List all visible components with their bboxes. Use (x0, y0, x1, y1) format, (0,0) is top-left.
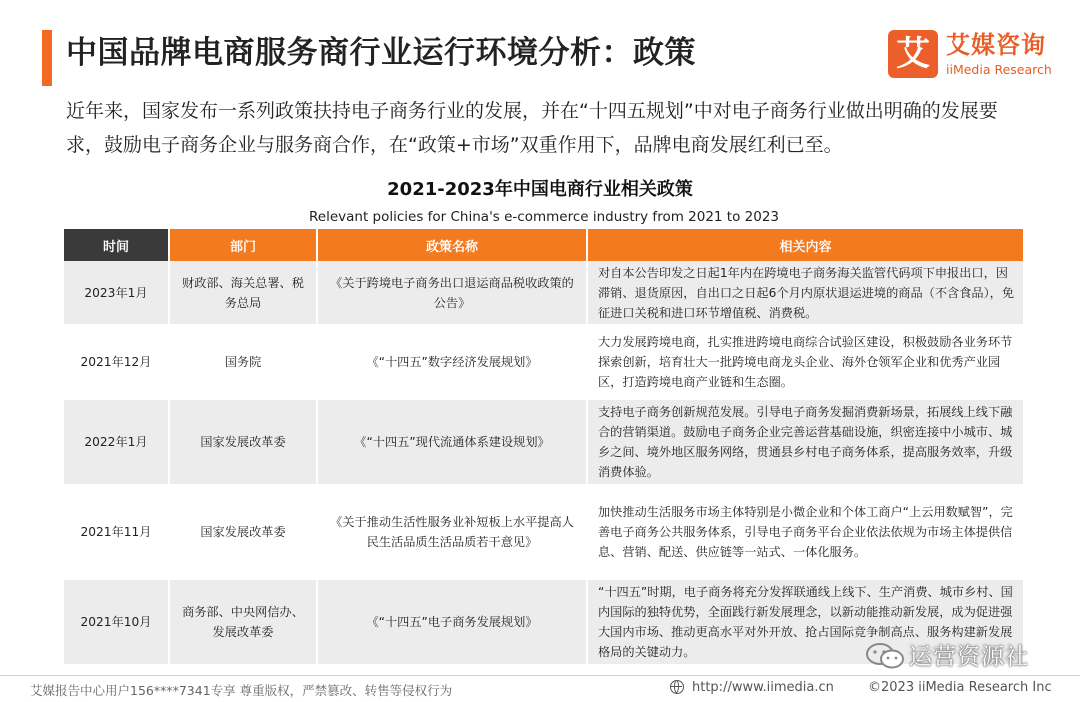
wechat-icon (865, 642, 905, 670)
iimedia-logo (888, 30, 1068, 80)
table-row (64, 261, 1024, 327)
logo-mark: 艾 (888, 30, 938, 78)
cell-policy-name: 《关于跨境电子商务出口退运商品税收政策的公告》 (317, 261, 587, 327)
table-header-row (64, 229, 1024, 261)
logo-name-en: iiMedia Research (946, 62, 1052, 77)
cell-content: 大力发展跨境电商，扎实推进跨境电商综合试验区建设，积极鼓励各业务环节探索创新，培育壮大一批跨境电商龙头企业、海外仓领军企业和优秀产业园区，打造跨境电商产业链和生态圈。 (587, 327, 1024, 397)
header-time: 时间 (64, 229, 169, 261)
globe-icon (670, 680, 684, 694)
watermark-text: 运营资源社 (909, 644, 1029, 670)
cell-policy-name: 《关于推动生活性服务业补短板上水平提高人民生活品质生活品质若干意见》 (317, 487, 587, 577)
title-accent-bar (42, 30, 52, 86)
cell-policy-name: 《“十四五”数字经济发展规划》 (317, 327, 587, 397)
logo-name-cn: 艾媒咨询 (946, 31, 1046, 59)
cell-dept: 国务院 (169, 327, 317, 397)
cell-content: 对自本公告印发之日起1年内在跨境电子商务海关监管代码项下申报出口，因滞销、退货原因，自出口之日起6个月内原状退运进境的商品（不含食品），免征进口关税和进口环节增值税、消费税。 (587, 261, 1024, 327)
cell-time: 2023年1月 (64, 261, 169, 327)
footer-copyright-notice: 艾媒报告中心用户156****7341专享 尊重版权，严禁篡改、转售等侵权行为 (30, 683, 453, 698)
table-title: 2021-2023年中国电商行业相关政策 (387, 179, 693, 200)
table-row (64, 487, 1024, 577)
cell-dept: 国家发展改革委 (169, 397, 317, 487)
header-content: 相关内容 (587, 229, 1024, 261)
cell-dept: 财政部、海关总署、税务总局 (169, 261, 317, 327)
intro-paragraph: 近年来，国家发布一系列政策扶持电子商务行业的发展，并在“十四五规划”中对电子商务行业做出明确的发展要求，鼓励电子商务企业与服务商合作，在“政策+市场”双重作用下，品牌电商发展红利已至。 (66, 100, 998, 156)
table-row (64, 397, 1024, 487)
cell-time: 2021年10月 (64, 577, 169, 667)
footer-copyright: ©2023 iiMedia Research Inc (868, 680, 1052, 695)
header-policy-name: 政策名称 (317, 229, 587, 261)
cell-policy-name: 《“十四五”电子商务发展规划》 (317, 577, 587, 667)
table-subtitle: Relevant policies for China's e-commerce industry from 2021 to 2023 (308, 209, 779, 225)
cell-dept: 商务部、中央网信办、发展改革委 (169, 577, 317, 667)
cell-time: 2021年11月 (64, 487, 169, 577)
policy-table (64, 229, 1025, 670)
footer-divider (0, 675, 1080, 676)
cell-time: 2022年1月 (64, 397, 169, 487)
cell-content: “十四五”时期，电子商务将充分发挥联通线上线下、生产消费、城市乡村、国内国际的独特优势，全面践行新发展理念，以新动能推动新发展，成为促进强大国内市场、推动更高水平对外开放、抢占国际竞争制高点、服务构建新发展格局的关键动力。 (587, 577, 1024, 667)
cell-policy-name: 《“十四五”现代流通体系建设规划》 (317, 397, 587, 487)
cell-time: 2021年12月 (64, 327, 169, 397)
header-dept: 部门 (169, 229, 317, 261)
cell-content: 加快推动生活服务市场主体特别是小微企业和个体工商户“上云用数赋智”，完善电子商务公共服务体系，引导电子商务平台企业依法依规为市场主体提供信息、营销、配送、供应链等一站式、一体化服务。 (587, 487, 1024, 577)
footer-website-link[interactable]: http://www.iimedia.cn (692, 680, 834, 695)
cell-dept: 国家发展改革委 (169, 487, 317, 577)
wechat-watermark (865, 636, 1055, 672)
table-row (64, 327, 1024, 397)
cell-content: 支持电子商务创新规范发展。引导电子商务发掘消费新场景，拓展线上线下融合的营销渠道。鼓励电子商务企业完善运营基础设施，织密连接中小城市、城乡之间、境外地区服务网络，贯通县乡村电子商务体系，提高服务效率，升级消费体验。 (587, 397, 1024, 487)
page-title: 中国品牌电商服务商行业运行环境分析：政策 (66, 35, 696, 71)
